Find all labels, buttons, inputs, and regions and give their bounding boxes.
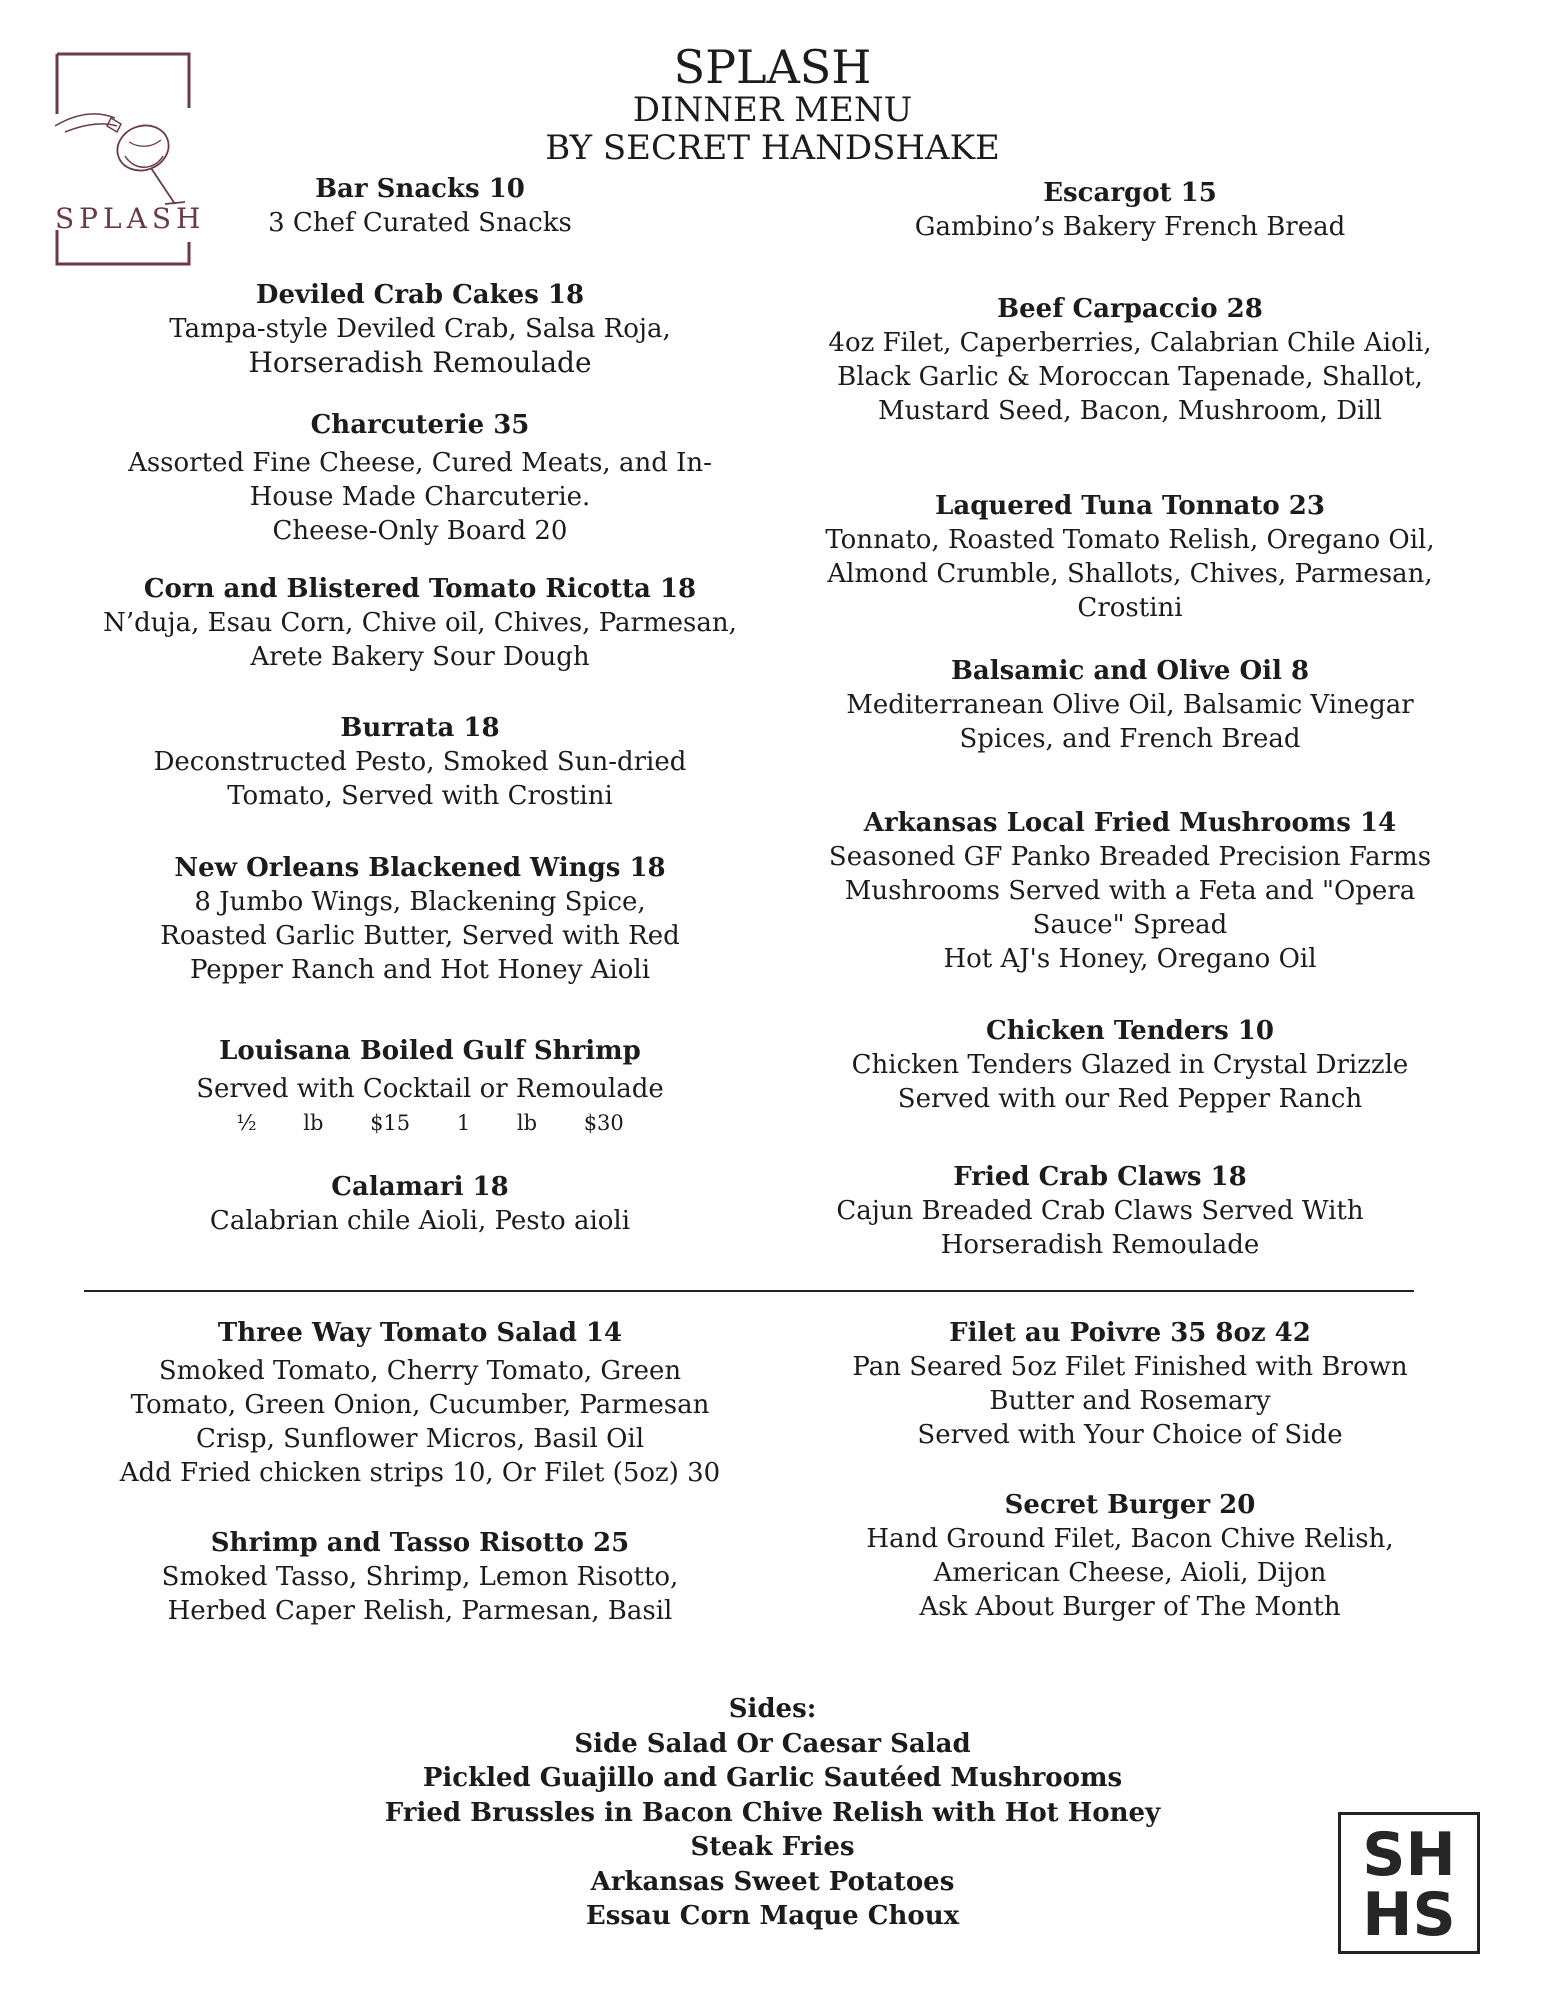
item-description: Sauce" Spread	[1032, 910, 1228, 940]
logo-wordmark: SPLASH	[55, 202, 206, 235]
item-description: Hot AJ's Honey, Oregano Oil	[943, 944, 1317, 974]
item-description: Mediterranean Olive Oil, Balsamic Vinegar	[846, 690, 1414, 720]
menu-item	[810, 176, 1450, 244]
item-description: Gambino’s Bakery French Bread	[914, 212, 1346, 242]
item-name: New Orleans Blackened Wings 18	[174, 853, 666, 883]
item-description: Deconstructed Pesto, Smoked Sun-dried	[153, 747, 687, 777]
item-description: Served with Your Choice of Side	[917, 1420, 1343, 1450]
item-name: Arkansas Local Fried Mushrooms 14	[863, 808, 1397, 838]
logo-top-letters: SH	[1362, 1820, 1456, 1890]
item-description: Roasted Garlic Butter, Served with Red	[160, 921, 680, 951]
menu-item	[180, 172, 660, 240]
item-description: Calabrian chile Aioli, Pesto aioli	[209, 1206, 631, 1236]
menu-item	[100, 408, 740, 548]
item-description: Served with our Red Pepper Ranch	[897, 1084, 1363, 1114]
item-description: 3 Chef Curated Snacks	[268, 208, 572, 238]
menu-item	[800, 489, 1460, 625]
item-name: Balsamic and Olive Oil 8	[950, 656, 1310, 686]
item-name: Burrata 18	[340, 713, 500, 743]
sides-section	[0, 1692, 1545, 1934]
item-name: Calamari 18	[331, 1172, 509, 1202]
item-name: Louisana Boiled Gulf Shrimp	[219, 1036, 641, 1066]
menu-item	[100, 278, 740, 380]
item-description: Cajun Breaded Crab Claws Served With	[836, 1196, 1364, 1226]
menu-item	[810, 1316, 1450, 1452]
item-description: Seasoned GF Panko Breaded Precision Farms	[828, 842, 1432, 872]
item-description: Tampa-style Deviled Crab, Salsa Roja,	[169, 314, 671, 344]
menu-byline: BY SECRET HANDSHAKE	[545, 128, 1000, 168]
menu-item	[800, 806, 1460, 976]
restaurant-title: SPLASH	[673, 40, 872, 94]
item-name: Deviled Crab Cakes 18	[255, 280, 585, 310]
item-name: Laquered Tuna Tonnato 23	[935, 491, 1325, 521]
item-description: Pepper Ranch and Hot Honey Aioli	[189, 955, 651, 985]
item-description: Mushrooms Served with a Feta and "Opera	[844, 876, 1416, 906]
item-description: Herbed Caper Relish, Parmesan, Basil	[167, 1596, 673, 1626]
item-description: Ask About Burger of The Month	[919, 1592, 1341, 1622]
item-description: Hand Ground Filet, Bacon Chive Relish,	[866, 1524, 1394, 1554]
item-name: Chicken Tenders 10	[986, 1016, 1274, 1046]
menu-item	[100, 711, 740, 813]
secret-handshake-logo	[1338, 1812, 1480, 1954]
item-name: Corn and Blistered Tomato Ricotta 18	[143, 574, 697, 604]
side-item: Arkansas Sweet Potatoes	[590, 1866, 955, 1897]
splash-logo	[55, 52, 206, 267]
item-description: Tomato, Green Onion, Cucumber, Parmesan	[130, 1390, 710, 1420]
item-description: Crostini	[1077, 593, 1183, 623]
item-description: N’duja, Esau Corn, Chive oil, Chives, Parmesan,	[103, 608, 737, 638]
item-description: Pan Seared 5oz Filet Finished with Brown	[852, 1352, 1408, 1382]
menu-item	[100, 1316, 740, 1490]
item-description: American Cheese, Aioli, Dijon	[933, 1558, 1327, 1588]
item-description: Almond Crumble, Shallots, Chives, Parmesan,	[827, 559, 1433, 589]
item-name: Shrimp and Tasso Risotto 25	[210, 1528, 630, 1558]
item-name: Charcuterie 35	[310, 410, 530, 440]
item-name: Bar Snacks 10	[315, 174, 525, 204]
item-description: Butter and Rosemary	[989, 1386, 1271, 1416]
item-name: Escargot 15	[1043, 178, 1217, 208]
section-divider	[84, 1290, 1414, 1292]
item-description: 4oz Filet, Caperberries, Calabrian Chile Aioli,	[828, 328, 1432, 358]
menu-item	[100, 1526, 740, 1628]
item-name: Three Way Tomato Salad 14	[217, 1318, 623, 1348]
item-name: Secret Burger 20	[1004, 1490, 1256, 1520]
side-item: Steak Fries	[690, 1832, 855, 1862]
logo-bottom-letters: HS	[1362, 1880, 1456, 1950]
item-description: Crisp, Sunflower Micros, Basil Oil	[195, 1424, 645, 1454]
sides-title: Sides:	[728, 1694, 817, 1724]
menu-subtitle: DINNER MENU	[632, 90, 913, 130]
menu-item	[780, 1160, 1420, 1262]
item-description: Smoked Tasso, Shrimp, Lemon Risotto,	[161, 1562, 679, 1592]
item-name: Fried Crab Claws 18	[953, 1162, 1247, 1192]
item-description: Cheese-Only Board 20	[272, 516, 568, 546]
item-description: Mustard Seed, Bacon, Mushroom, Dill	[877, 396, 1383, 426]
item-description: Black Garlic & Moroccan Tapenade, Shallot,	[837, 362, 1423, 392]
menu-item	[810, 1488, 1450, 1624]
item-name: Beef Carpaccio 28	[997, 294, 1263, 324]
item-description: Tonnato, Roasted Tomato Relish, Oregano Oil,	[825, 525, 1435, 555]
side-item: Essau Corn Maque Choux	[585, 1901, 960, 1931]
side-item: Pickled Guajillo and Garlic Sautéed Mushrooms	[422, 1763, 1123, 1793]
item-description: Spices, and French Bread	[959, 724, 1301, 754]
item-description: Add Fried chicken strips 10, Or Filet (5oz) 30	[119, 1458, 721, 1488]
menu-item	[110, 1034, 750, 1140]
menu-item	[80, 572, 760, 674]
item-description: 8 Jumbo Wings, Blackening Spice,	[194, 887, 646, 917]
item-name: Filet au Poivre 35 8oz 42	[949, 1318, 1311, 1348]
item-description: Assorted Fine Cheese, Cured Meats, and In-	[128, 448, 712, 478]
item-description: Arete Bakery Sour Dough	[250, 642, 590, 672]
menu-item	[100, 851, 740, 987]
item-description: Horseradish Remoulade	[248, 346, 592, 379]
item-description: Smoked Tomato, Cherry Tomato, Green	[158, 1356, 682, 1386]
menu-item	[810, 654, 1450, 756]
side-item: Fried Brussles in Bacon Chive Relish with Hot Honey	[384, 1797, 1161, 1828]
menu-item	[800, 292, 1460, 428]
menu-item	[100, 1170, 740, 1238]
item-description: House Made Charcuterie.	[249, 482, 591, 512]
item-description: Chicken Tenders Glazed in Crystal Drizzle	[851, 1050, 1409, 1080]
item-description: Tomato, Served with Crostini	[227, 781, 613, 811]
item-description: Served with Cocktail or Remoulade	[196, 1074, 664, 1104]
item-price-options: ½ lb $15 1 lb $30	[236, 1111, 624, 1135]
item-description: Horseradish Remoulade	[940, 1230, 1260, 1260]
side-item: Side Salad Or Caesar Salad	[574, 1728, 971, 1759]
menu-item	[810, 1014, 1450, 1116]
